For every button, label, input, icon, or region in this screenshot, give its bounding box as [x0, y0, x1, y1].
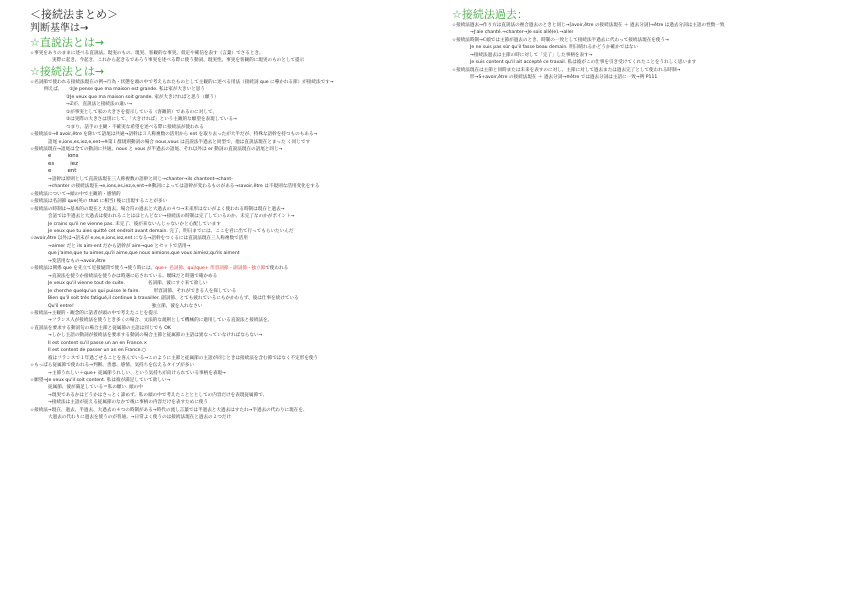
note-text: 従属節、彼が満足している＝私の願い. 頭の中 — [48, 385, 143, 391]
note-text: ☆もっぱら従属節で使われる→判断、善悪、感情、気持ちを伝えるタイプが多い — [30, 363, 194, 369]
highlight-text: que+ 名詞節、qui/que+ 形容詞節・副詞節・独立節 — [155, 266, 266, 272]
note-text: Je veux qu'il vienne tout de suite. 名詞節、彼にすぐ来て欲しい — [48, 281, 208, 287]
note-line — [30, 79, 430, 86]
note-line — [30, 168, 430, 175]
note-text: 形→S+avoir,être の接続法現在 ＋ 過去分詞→※être では過去分詞は主語に一致→例 P111 — [470, 75, 658, 81]
note-line — [30, 392, 430, 399]
note-text: ☆接続法①→Ⅱ avoir,être を除いて語尾は共通→語幹は３人称複数の活用から ent を取り去ったが大半だが、特殊な語幹を持つものもある→ — [30, 132, 318, 138]
note-line — [452, 52, 824, 59]
note-line — [30, 213, 430, 220]
note-line — [30, 258, 430, 265]
note-text: ☆接続法過去→作り方は直説法の複合過去のときと同じ→[avoir,être の接続法現在 ＋ 過去分詞]→être は過去分詞は主語の性数一致 — [452, 23, 725, 28]
note-text: Je ne suis pas sûr qu'il fasse beau demain. 明日晴れるかどうか確かではない — [470, 45, 639, 51]
note-text: つまり、話手の主観・不確実な希望を述べる際に接続法が使われる — [66, 124, 204, 130]
note-line — [452, 59, 824, 66]
heading-subjunctive-past: ☆接続法過去： — [452, 8, 528, 21]
note-text: 大過去の代わりに過去を使うのが普通。→日常よく使うのは接続法現在と過去の２つだけ — [48, 415, 232, 421]
note-line — [452, 29, 824, 36]
note-text: →現実であるかはどうかはさっとく諦めず。私の頭の中で考えたことととしての内容だけを表現従属節で、 — [48, 392, 268, 398]
note-line — [30, 198, 430, 205]
note-text: e ent — [48, 168, 77, 175]
note-text: ☆接続法時制→ℂ頭では主節が過去のとき、時制の一致として接続法半過去に代わって接続法現在を使う→ — [452, 37, 669, 43]
note-text: ☆接続法について→頭の中で主観的・感情的 — [30, 191, 121, 197]
note-text: ①が事実として家の大きさを提示している（客観的）であるのに対して、 — [66, 109, 218, 115]
note-line — [452, 44, 824, 51]
note-text: 例えば、 ①Je pense que ma maison est grande. 私は家が大きいと思う — [44, 87, 205, 93]
note-line — [30, 206, 430, 213]
note-line — [30, 153, 430, 160]
note-text: →接続法過去は主節の時に対して「完了」した事柄を表す→ — [470, 52, 593, 58]
note-text: Il est content de passer un an en France.○ — [48, 348, 146, 354]
note-line — [30, 116, 430, 123]
note-line — [30, 303, 430, 310]
note-text: Je suis content qu'il ait accepté ce travail. 私は彼がこの仕事を引き受けてくれたことをうれしく思います — [470, 60, 697, 66]
note-line — [30, 109, 430, 116]
note-line — [30, 146, 430, 153]
note-line — [30, 124, 430, 131]
note-line — [30, 228, 430, 235]
note-text: e ions — [48, 153, 79, 160]
note-line — [452, 37, 824, 44]
note-text: →主節うれしい＋que+ 従属節うれしい、という気持ちが向けられている事柄を表現→ — [48, 370, 226, 376]
note-line — [30, 161, 430, 168]
note-line — [30, 57, 430, 64]
note-line — [30, 332, 430, 339]
note-line — [452, 74, 824, 81]
note-text: ☆願望→Je veux qu'il soit content. 私は彼が満足していて欲しい→ — [30, 378, 171, 384]
note-text: →ℤが、直説法と接続法の違い→ — [66, 102, 133, 108]
note-text: 語尾 e,ions,es,iez,e,ent→※第１群規則動詞の場合 nous,vous は直説法半過去と同型で、他は直説法現在とまった く同じです — [48, 139, 311, 145]
page-title: ＜接続法まとめ＞ — [30, 8, 118, 21]
note-text: ☆接続法は関係 que を先立て近接疑問で使う→使う時には、 — [30, 266, 156, 272]
note-text: 実際に起き、今起き、これから起きるであろう事実を述べる際に使う動詞、現実性。事実を客観的に現実のものとして提示 — [52, 58, 305, 64]
note-text: 会話では半過去と大過去は使われることはほとんどない→接続法の時制は完了しているのか、未完了なのかがポイント→ — [48, 214, 295, 220]
note-text: ☆名詞節で使われる接続法現在の例→行為・状態を頭の中で考えられたものとして主観的に述べる用法（接続詞 que に導かれる節）が接続法です→ — [30, 79, 334, 85]
note-text: ②Je veux que ma maison soit grande. 家が大きければと思う（願う） — [66, 94, 219, 100]
note-text: →接続法は主語が従える従属節のなかで後に事柄の内容だけを表すために使う — [48, 400, 209, 406]
note-line — [30, 265, 430, 272]
note-line — [30, 280, 430, 287]
note-line — [30, 243, 430, 250]
criteria-subtitle: 判断基準は→ — [30, 23, 89, 34]
note-text: →J'aie chanté.→chanter→Je sois allé(e).→aller — [470, 30, 574, 36]
note-line — [30, 377, 430, 384]
right-column — [452, 8, 824, 82]
note-line — [30, 288, 430, 295]
note-line — [452, 67, 824, 74]
note-text: ☆avoir,être 以外は→語末が e,es,e,ions,iez,ent になる→語幹をつくるには直説法現在三人称複数で活用 — [30, 236, 248, 242]
note-text: es iez — [48, 160, 78, 167]
note-line — [452, 22, 824, 29]
note-line — [30, 86, 430, 93]
note-line — [30, 384, 430, 391]
note-line — [30, 131, 430, 138]
note-line — [30, 235, 430, 242]
note-line — [30, 273, 430, 280]
note-text: →語幹は原則として直説法現在三人称複数の語幹と同じ→chanter→ils chantent→chant- — [48, 176, 233, 182]
note-tail: で使われる — [265, 266, 289, 272]
note-text: →aimer だと ils aim-ent だから語幹が aim→que とセットで活用→ — [48, 243, 191, 249]
note-line — [30, 139, 430, 146]
note-text: ☆接続法現在は主節と同時または未来を表すのに対し、主節に対して過去または過去完了として使われる時制→ — [452, 67, 681, 73]
note-text: →フランス人が接続法を使うとき多くの場合、文法的な規則として機械的に適用している直説法と接続法を。 — [48, 318, 273, 324]
note-text: ☆接続法現在→語尾は全ての動詞に共通。nous と vous が半過去の語尾、それ以外は er 動詞の直説法現在の語尾と同じ→ — [30, 146, 283, 152]
note-line — [30, 407, 430, 414]
note-text: Il est content su'il passe un an en France.× — [48, 340, 148, 346]
note-line — [30, 414, 430, 421]
note-text: Qu'il entre! 独立節、彼を入れなさい — [48, 303, 203, 309]
heading-subjunctive: ☆接続法とは→ — [30, 64, 105, 78]
note-line — [30, 191, 430, 198]
note-line — [30, 317, 430, 324]
note-text: 彼はフランスで１年過ごせることを喜んでいる→このように主節と従属節の主語が同じときは接続法を含む節ではなく不定形を使う — [48, 355, 319, 361]
note-text: ☆事実をありのままに述べる直説法。現実のもの、現実、客観的な事実。仮定や確信を表す（言葉）でさるとき。 — [30, 51, 264, 56]
note-text: →chanter の接続法現在→e,ions,es,iez,e,ent→※動詞によっては語幹が変わるものがある→savoir,être は不規則な活用変化をする — [48, 184, 320, 190]
note-line — [30, 362, 430, 369]
note-line — [30, 50, 430, 57]
note-line — [30, 176, 430, 183]
note-line — [30, 325, 430, 332]
note-line — [30, 183, 430, 190]
note-text: ☆接続法→現在、過去、半過去、大過去の４つの時制がある→時代の流し言葉では半過去と大過去はすたれ→半過去の代わりに現在を、 — [30, 407, 308, 413]
subjunctive-notes — [30, 79, 430, 422]
note-text: ☆直説法を要求する動詞句の場合主節と従属節の主語は同じでも OK — [30, 325, 171, 331]
note-line — [30, 399, 430, 406]
note-text: Je veux que tu aies quitté cet endroit avant demain. 完了、明日までには、ここを君に出て行ってもらいたいんだ — [48, 228, 294, 234]
heading-indicative: ☆直説法とは→ — [30, 36, 105, 49]
note-line — [30, 340, 430, 347]
note-text: ☆接続法の時制は→基本的の現在と大過去。場合符の過去と大過去の４つ→未来形はないがよく使われる時制は現在と過去→ — [30, 206, 285, 212]
subjunctive-past-notes — [452, 22, 824, 82]
note-line — [30, 347, 430, 354]
note-line — [30, 295, 430, 302]
note-text: Je crains qu'il ne vienne pas. 未完了、彼が来ないんじゃないかと心配しています — [48, 221, 221, 227]
note-text: ☆接続法は名詞節 que(英の that に相当) 後に出現することが多い — [30, 199, 168, 205]
note-text: Je cherche quelqu'un qui puisse le faire. 形容詞節、それができる人を探している — [48, 288, 237, 294]
note-line — [30, 94, 430, 101]
note-text: ②は実際の大きさは別にして、「大きければ」という主観的な願望を表現している→ — [66, 117, 237, 123]
note-text: ☆接続法→主観的・観念的に話者が頭の中で考えたことを提示 — [30, 310, 158, 316]
note-line — [30, 250, 430, 257]
note-text: →変活用なもの→avoir,être — [48, 258, 106, 264]
note-line — [30, 370, 430, 377]
indicative-notes — [30, 50, 430, 65]
note-text: Bien qu'il soit très fatigué,il continue à travailler. 副詞節、とても疲れているにもかかわらず、彼は仕事を続けている — [48, 296, 299, 302]
left-column — [30, 8, 430, 422]
note-line — [30, 101, 430, 108]
note-text: que j'aime,que tu aimes,qu'il aime,que nous aimions,que vous aimiez,qu'ils aiment — [48, 251, 240, 257]
note-line — [30, 310, 430, 317]
note-line — [30, 221, 430, 228]
note-line — [30, 355, 430, 362]
note-text: →直説法を使うか接続法を使うかは時遇に応されている。曖昧だと時遇で確かめる — [48, 273, 218, 279]
note-text: →しかし主語の動詞が接続法を要求する動詞の場合主節と従属節の主語は異なっていなければならない→ — [48, 333, 263, 339]
